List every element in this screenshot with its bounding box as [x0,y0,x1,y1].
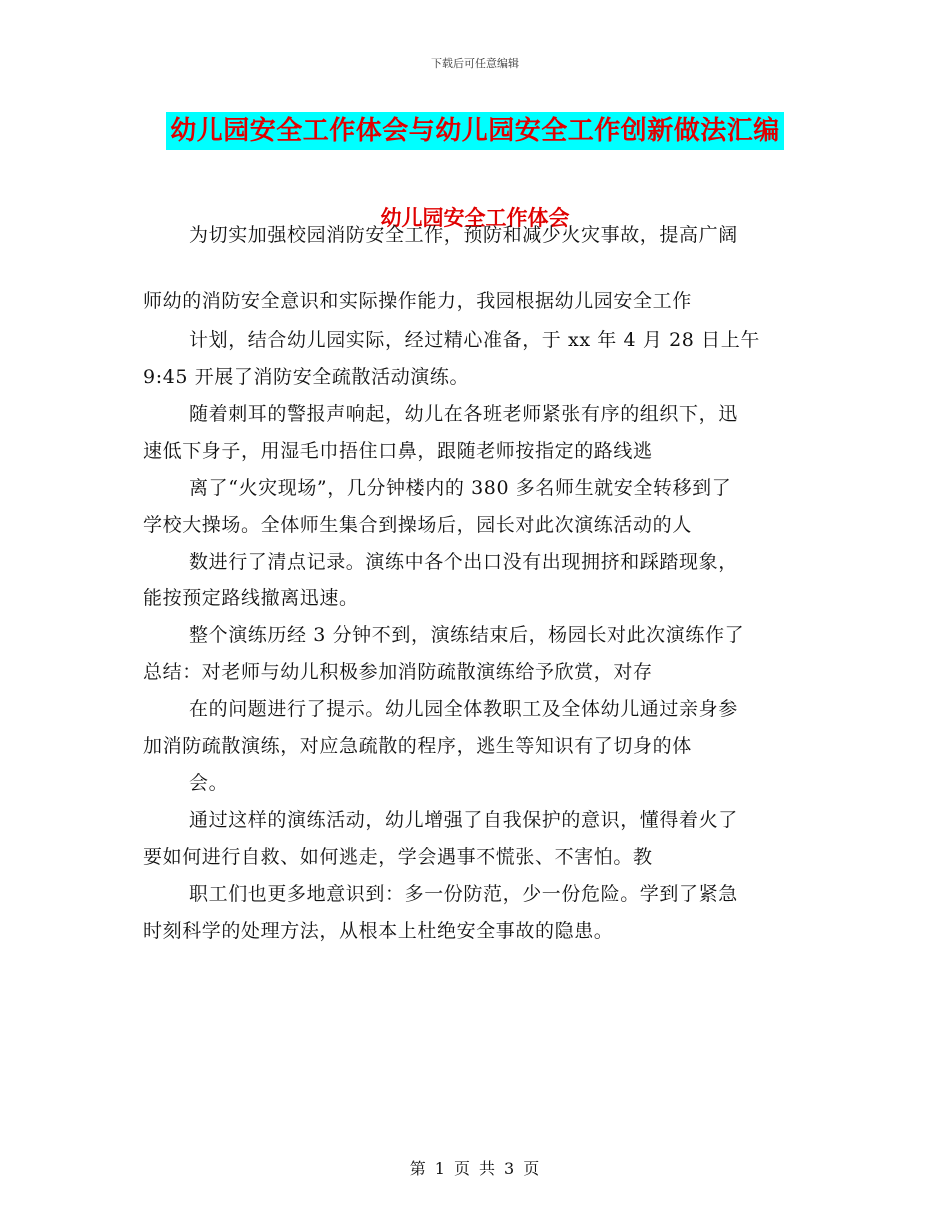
paragraph-line: 总结：对老师与幼儿积极参加消防疏散演练给予欣赏，对存 [143,661,653,683]
footer-label-total: 共 [479,1159,497,1178]
paragraph-line: 整个演练历经 3 分钟不到，演练结束后，杨园长对此次演练作了 [189,624,745,646]
header-note: 下载后可任意编辑 [431,57,519,70]
paragraph-line: 通过这样的演练活动，幼儿增强了自我保护的意识，懂得着火了 [189,809,738,831]
paragraph-line: 离了“火灾现场”，几分钟楼内的 380 多名师生就安全转移到了 [189,477,732,499]
paragraph-line: 能按预定路线撤离迅速。 [143,587,359,609]
paragraph-line: 为切实加强校园消防安全工作，预防和减少火灾事故，提高广阔 [189,224,738,246]
document-title-container [0,112,950,150]
paragraph-line: 时刻科学的处理方法，从根本上杜绝安全事故的隐患。 [143,920,614,942]
paragraph-line: 职工们也更多地意识到：多一份防范，少一份危险。学到了紧急 [189,883,738,905]
section-title: 幼儿园安全工作体会 [380,206,570,230]
paragraph-line: 要如何进行自救、如何逃走，学会遇事不慌张、不害怕。教 [143,846,653,868]
document-title: 幼儿园安全工作体会与幼儿园安全工作创新做法汇编 [166,112,784,150]
paragraph-line: 在的问题进行了提示。幼儿园全体教职工及全体幼儿通过亲身参 [189,698,738,720]
page-footer [0,1156,950,1179]
paragraph-line: 9:45 开展了消防安全疏散活动演练。 [143,366,470,388]
footer-page-number: 1 [434,1159,446,1178]
paragraph-line: 随着刺耳的警报声响起，幼儿在各班老师紧张有序的组织下，迅 [189,403,738,425]
paragraph-line: 计划，结合幼儿园实际，经过精心准备，于 xx 年 4 月 28 日上午 [189,329,760,351]
paragraph-line: 师幼的消防安全意识和实际操作能力，我园根据幼儿园安全工作 [143,290,692,312]
footer-label-page-unit: 页 [453,1159,471,1178]
paragraph-line: 会。 [189,772,229,794]
footer-total-pages: 3 [504,1159,516,1178]
paragraph-line: 学校大操场。全体师生集合到操场后，园长对此次演练活动的人 [143,514,692,536]
paragraph-line: 数进行了清点记录。演练中各个出口没有出现拥挤和踩踏现象， [189,551,738,573]
footer-label-total-unit: 页 [523,1159,541,1178]
footer-label-page: 第 [409,1159,427,1178]
paragraph-line: 速低下身子，用湿毛巾捂住口鼻，跟随老师按指定的路线逃 [143,440,653,462]
paragraph-line: 加消防疏散演练，对应急疏散的程序，逃生等知识有了切身的体 [143,735,692,757]
